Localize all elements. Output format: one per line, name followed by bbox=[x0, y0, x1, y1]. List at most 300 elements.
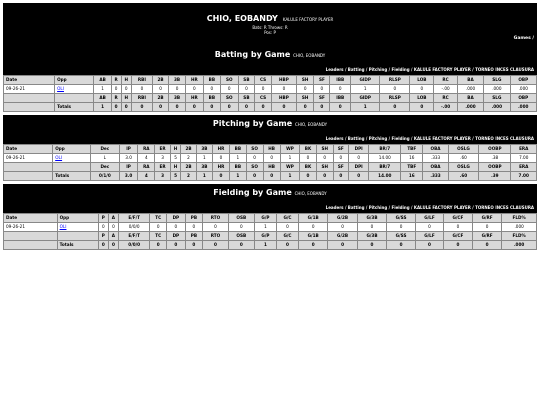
column-header[interactable]: RA bbox=[138, 145, 155, 154]
table-cell: 0 bbox=[316, 154, 333, 163]
table-cell: 0 bbox=[238, 85, 255, 94]
repeat-header-cell: HR bbox=[185, 94, 203, 103]
repeat-header-cell: OOBP bbox=[479, 163, 511, 172]
column-header[interactable]: RC bbox=[434, 76, 458, 85]
totals-cell: 7.00 bbox=[511, 172, 537, 181]
repeat-header-cell bbox=[4, 232, 58, 241]
table-cell: 1 bbox=[280, 154, 299, 163]
pitching-table bbox=[3, 144, 537, 181]
breadcrumb-fielding[interactable]: Fielding bbox=[391, 136, 410, 141]
totals-cell: 0 bbox=[108, 241, 118, 250]
column-header[interactable]: G/1B bbox=[298, 214, 327, 223]
totals-cell: 0 bbox=[472, 241, 501, 250]
column-header[interactable]: Opp bbox=[55, 76, 94, 85]
column-header[interactable]: IP bbox=[119, 145, 138, 154]
column-header[interactable]: E/F/T bbox=[119, 214, 150, 223]
opponent-cell bbox=[57, 223, 98, 232]
table-cell: 0 bbox=[131, 85, 152, 94]
repeat-header-cell: SH bbox=[296, 94, 313, 103]
repeat-header-cell: R bbox=[111, 94, 121, 103]
table-cell: 3.0 bbox=[119, 154, 138, 163]
repeat-header-cell: 3B bbox=[169, 94, 186, 103]
table-cell: 0 bbox=[298, 223, 327, 232]
fielding-title: Fielding by Game bbox=[213, 188, 292, 197]
repeat-header-cell: OBA bbox=[423, 163, 448, 172]
table-cell: L bbox=[91, 154, 120, 163]
batting-section-title bbox=[3, 46, 537, 65]
repeat-header-cell: RTO bbox=[203, 232, 228, 241]
table-cell: 0 bbox=[330, 85, 351, 94]
breadcrumb-team[interactable]: KALULE FACTORY PLAYER bbox=[413, 67, 471, 72]
totals-cell: 0 bbox=[203, 241, 228, 250]
column-header[interactable]: BR/7 bbox=[369, 145, 401, 154]
column-header[interactable]: TBF bbox=[401, 145, 423, 154]
repeat-header-cell: 2B bbox=[152, 94, 169, 103]
totals-cell: 0 bbox=[328, 241, 357, 250]
table-cell: 0 bbox=[185, 85, 203, 94]
column-header[interactable]: RBI bbox=[131, 76, 152, 85]
repeat-header-cell: BB bbox=[203, 94, 220, 103]
repeat-header-cell: RBI bbox=[131, 94, 152, 103]
column-header[interactable]: Dec bbox=[91, 145, 120, 154]
column-header[interactable]: BK bbox=[300, 145, 317, 154]
totals-cell: Totals bbox=[53, 172, 91, 181]
totals-cell: .000 bbox=[510, 103, 536, 112]
pitching-title: Pitching by Game bbox=[212, 119, 293, 128]
totals-cell bbox=[4, 172, 53, 181]
column-header[interactable]: HR bbox=[185, 76, 203, 85]
totals-cell: 0 bbox=[387, 241, 416, 250]
repeat-header-cell: HR bbox=[212, 163, 229, 172]
totals-cell: 0 bbox=[415, 241, 443, 250]
column-header[interactable]: DPI bbox=[349, 145, 369, 154]
totals-cell: 1 bbox=[254, 241, 276, 250]
column-header[interactable]: A bbox=[108, 214, 118, 223]
column-header[interactable]: ER bbox=[155, 145, 171, 154]
column-header[interactable]: OSLG bbox=[448, 145, 479, 154]
column-header[interactable]: 2B bbox=[181, 145, 197, 154]
totals-cell: 1 bbox=[230, 172, 247, 181]
totals-cell: 5 bbox=[171, 172, 181, 181]
table-cell: 0 bbox=[314, 85, 330, 94]
column-header[interactable]: BB bbox=[203, 76, 220, 85]
table-cell: 1 bbox=[230, 154, 247, 163]
repeat-header-cell: G/CF bbox=[443, 232, 472, 241]
column-header[interactable]: TC bbox=[150, 214, 167, 223]
table-cell: 09-26-21 bbox=[4, 154, 53, 163]
table-cell: 1 bbox=[196, 154, 212, 163]
table-cell: 1 bbox=[351, 85, 380, 94]
breadcrumb-league[interactable]: TORNEO INCES CLAUSURA bbox=[475, 136, 534, 141]
totals-cell: 4 bbox=[138, 172, 155, 181]
column-header[interactable]: HB bbox=[263, 145, 280, 154]
repeat-header-cell bbox=[55, 94, 94, 103]
opponent-cell bbox=[53, 154, 91, 163]
repeat-header-cell: PB bbox=[185, 232, 203, 241]
repeat-header-cell: SF bbox=[333, 163, 348, 172]
totals-cell: 1 bbox=[280, 172, 299, 181]
totals-cell: 0 bbox=[316, 172, 333, 181]
repeat-header-cell: BR/7 bbox=[369, 163, 401, 172]
column-header[interactable]: SB bbox=[238, 76, 255, 85]
breadcrumb-league[interactable]: TORNEO INCES CLAUSURA bbox=[475, 205, 534, 210]
repeat-header-row bbox=[4, 232, 537, 241]
pitching-section-title bbox=[3, 115, 537, 134]
table-cell: 0 bbox=[228, 223, 254, 232]
totals-cell: 0 bbox=[263, 172, 280, 181]
totals-cell: 0 bbox=[238, 103, 255, 112]
column-header[interactable]: FLD% bbox=[502, 214, 537, 223]
repeat-header-cell: BK bbox=[300, 163, 317, 172]
table-cell: 0 bbox=[271, 85, 296, 94]
breadcrumb-pitching[interactable]: Pitching bbox=[368, 136, 388, 141]
column-header[interactable]: SLG bbox=[484, 76, 510, 85]
table-cell: 3 bbox=[155, 154, 171, 163]
player-name: CHIO, EOBANDY bbox=[206, 14, 278, 23]
repeat-header-cell: TC bbox=[150, 232, 167, 241]
table-cell: 0 bbox=[121, 85, 131, 94]
table-cell: 0 bbox=[472, 223, 501, 232]
breadcrumb-team[interactable]: KALULE FACTORY PLAYER bbox=[413, 136, 471, 141]
opponent-cell bbox=[55, 85, 94, 94]
column-header[interactable]: OBP bbox=[510, 76, 536, 85]
column-header[interactable]: AB bbox=[94, 76, 111, 85]
repeat-header-cell: SLG bbox=[484, 94, 510, 103]
table-cell: 0 bbox=[349, 154, 369, 163]
table-cell: 0 bbox=[246, 154, 263, 163]
totals-cell: .000 bbox=[484, 103, 510, 112]
opponent-link[interactable]: OLI bbox=[55, 155, 63, 160]
repeat-header-cell: OBP bbox=[510, 94, 536, 103]
table-cell: 0 bbox=[415, 223, 443, 232]
table-cell: .38 bbox=[479, 154, 511, 163]
table-cell: 14.00 bbox=[369, 154, 401, 163]
repeat-header-cell: SO bbox=[220, 94, 238, 103]
column-header[interactable]: H bbox=[121, 76, 131, 85]
column-header[interactable]: G/SS bbox=[387, 214, 416, 223]
fielding-title-player: CHIO, EOBANDY bbox=[294, 191, 327, 196]
header-row bbox=[4, 76, 537, 85]
table-cell: 0 bbox=[220, 85, 238, 94]
repeat-header-cell: DP bbox=[167, 232, 185, 241]
totals-cell: 0 bbox=[121, 103, 131, 112]
repeat-header-cell: RA bbox=[138, 163, 155, 172]
totals-cell: 0 bbox=[276, 241, 298, 250]
breadcrumb-pitching[interactable]: Pitching bbox=[368, 205, 388, 210]
column-header[interactable]: R bbox=[111, 76, 121, 85]
table-row bbox=[4, 223, 537, 232]
table-cell: 0 bbox=[328, 223, 357, 232]
column-header[interactable]: WP bbox=[280, 145, 299, 154]
column-header[interactable]: SO bbox=[246, 145, 263, 154]
column-header[interactable]: IBB bbox=[330, 76, 351, 85]
breadcrumb-league[interactable]: TORNEO INCES CLAUSURA bbox=[475, 67, 534, 72]
table-cell: 0 bbox=[380, 85, 410, 94]
table-cell: 0 bbox=[203, 85, 220, 94]
repeat-header-cell: SB bbox=[238, 94, 255, 103]
table-cell: 0 bbox=[300, 154, 317, 163]
totals-cell: Totals bbox=[57, 241, 98, 250]
breadcrumb-leaders[interactable]: Leaders bbox=[325, 205, 344, 210]
totals-cell: 1 bbox=[94, 103, 111, 112]
table-cell: 1 bbox=[94, 85, 111, 94]
column-header[interactable]: SO bbox=[220, 76, 238, 85]
repeat-header-cell: HB bbox=[263, 163, 280, 172]
column-header[interactable]: 2B bbox=[152, 76, 169, 85]
totals-cell: 1 bbox=[196, 172, 212, 181]
repeat-header-cell: OSLG bbox=[448, 163, 479, 172]
repeat-header-cell: ER bbox=[155, 163, 171, 172]
player-header bbox=[3, 3, 537, 46]
column-header[interactable]: P bbox=[98, 214, 108, 223]
repeat-header-cell: IBB bbox=[330, 94, 351, 103]
column-header[interactable]: OOBP bbox=[479, 145, 511, 154]
table-cell: 0 bbox=[169, 85, 186, 94]
column-header[interactable]: LOB bbox=[410, 76, 434, 85]
table-cell: 0 bbox=[212, 154, 229, 163]
table-cell: 0 bbox=[150, 223, 167, 232]
totals-cell: 3.0 bbox=[119, 172, 138, 181]
totals-cell: 0 bbox=[98, 241, 108, 250]
repeat-header-cell: SO bbox=[246, 163, 263, 172]
section-gap bbox=[3, 250, 537, 253]
table-cell: 0 bbox=[98, 223, 108, 232]
fielding-table bbox=[3, 213, 537, 250]
table-cell: 0/0/0 bbox=[119, 223, 150, 232]
column-header[interactable]: BA bbox=[457, 76, 483, 85]
player-team: KALULE FACTORY PLAYER bbox=[282, 17, 334, 22]
repeat-header-cell: 3B bbox=[196, 163, 212, 172]
repeat-header-cell: RLSP bbox=[380, 94, 410, 103]
table-cell: -.00 bbox=[434, 85, 458, 94]
batting-breadcrumb: Leaders / Batting / Pitching / Fielding / KALULE FACTORY PLAYER / TORNEO INCES CLAUSURA bbox=[3, 65, 537, 75]
column-header[interactable]: 3B bbox=[169, 76, 186, 85]
table-cell: .000 bbox=[510, 85, 536, 94]
totals-cell: 0 bbox=[203, 103, 220, 112]
repeat-header-row bbox=[4, 163, 537, 172]
totals-cell: 0 bbox=[349, 172, 369, 181]
totals-cell: 0 bbox=[300, 172, 317, 181]
repeat-header-cell: G/3B bbox=[357, 232, 386, 241]
table-cell: 0 bbox=[387, 223, 416, 232]
column-header[interactable]: RLSP bbox=[380, 76, 410, 85]
table-cell: 0 bbox=[263, 154, 280, 163]
repeat-header-cell bbox=[4, 163, 53, 172]
totals-cell: 0 bbox=[111, 103, 121, 112]
totals-row bbox=[4, 103, 537, 112]
breadcrumb-batting[interactable]: Batting bbox=[347, 136, 365, 141]
totals-cell: 0 bbox=[185, 103, 203, 112]
fielding-breadcrumb: Leaders / Batting / Pitching / Fielding / KALULE FACTORY PLAYER / TORNEO INCES CLAUSURA bbox=[3, 203, 537, 213]
totals-cell: .333 bbox=[423, 172, 448, 181]
column-header[interactable]: G/LF bbox=[415, 214, 443, 223]
table-cell: 0 bbox=[152, 85, 169, 94]
totals-cell: 0 bbox=[220, 103, 238, 112]
repeat-header-cell: H bbox=[171, 163, 181, 172]
pitching-title-player: CHIO, EOBANDY bbox=[294, 122, 328, 127]
totals-cell: 16 bbox=[401, 172, 423, 181]
totals-cell: 0 bbox=[150, 241, 167, 250]
breadcrumb-fielding[interactable]: Fielding bbox=[391, 205, 410, 210]
table-cell: 0 bbox=[255, 85, 272, 94]
repeat-header-cell: WP bbox=[280, 163, 299, 172]
column-header[interactable]: BB bbox=[230, 145, 247, 154]
totals-cell: 0 bbox=[271, 103, 296, 112]
totals-cell: 0 bbox=[380, 103, 410, 112]
opponent-link[interactable]: OLI bbox=[57, 86, 64, 91]
totals-row bbox=[4, 172, 537, 181]
totals-cell: Totals bbox=[55, 103, 94, 112]
table-cell: 1 bbox=[254, 223, 276, 232]
column-header[interactable]: G/3B bbox=[357, 214, 386, 223]
repeat-header-cell bbox=[57, 232, 98, 241]
table-cell: .000 bbox=[457, 85, 483, 94]
column-header[interactable]: SF bbox=[333, 145, 348, 154]
repeat-header-cell: FLD% bbox=[502, 232, 537, 241]
totals-cell: 0 bbox=[185, 241, 203, 250]
totals-cell: 2 bbox=[181, 172, 197, 181]
totals-cell: 0 bbox=[246, 172, 263, 181]
column-header[interactable]: Opp bbox=[57, 214, 98, 223]
totals-cell: -.00 bbox=[434, 103, 458, 112]
table-cell: 0 bbox=[296, 85, 313, 94]
totals-cell: 0 bbox=[333, 172, 348, 181]
totals-cell: .39 bbox=[479, 172, 511, 181]
table-cell: 7.00 bbox=[511, 154, 537, 163]
column-header[interactable]: Opp bbox=[53, 145, 91, 154]
column-header[interactable]: Date bbox=[4, 145, 53, 154]
batting-title: Batting by Game bbox=[214, 50, 291, 59]
table-cell: 5 bbox=[171, 154, 181, 163]
repeat-header-cell: IP bbox=[119, 163, 138, 172]
repeat-header-cell: G/SS bbox=[387, 232, 416, 241]
table-cell: 4 bbox=[138, 154, 155, 163]
table-cell: 0 bbox=[276, 223, 298, 232]
totals-cell bbox=[4, 103, 55, 112]
repeat-header-cell: G/2B bbox=[328, 232, 357, 241]
column-header[interactable]: Date bbox=[4, 76, 55, 85]
repeat-header-cell: E/F/T bbox=[119, 232, 150, 241]
totals-cell: 0 bbox=[167, 241, 185, 250]
totals-cell: 0 bbox=[228, 241, 254, 250]
column-header[interactable]: DP bbox=[167, 214, 185, 223]
table-row bbox=[4, 154, 537, 163]
repeat-header-cell: Dec bbox=[91, 163, 120, 172]
totals-cell: 0 bbox=[443, 241, 472, 250]
breadcrumb-pitching[interactable]: Pitching bbox=[368, 67, 388, 72]
column-header[interactable]: G/P bbox=[254, 214, 276, 223]
breadcrumb-batting[interactable]: Batting bbox=[347, 67, 365, 72]
totals-cell: 0 bbox=[410, 103, 434, 112]
opponent-link[interactable]: OLI bbox=[59, 224, 67, 229]
totals-cell: 0 bbox=[357, 241, 386, 250]
column-header[interactable]: HBP bbox=[271, 76, 296, 85]
column-header[interactable]: PB bbox=[185, 214, 203, 223]
repeat-header-cell: OSB bbox=[228, 232, 254, 241]
position: Pos: P bbox=[264, 30, 276, 35]
table-cell: 0 bbox=[203, 223, 228, 232]
table-cell: 0 bbox=[167, 223, 185, 232]
repeat-header-cell bbox=[53, 163, 91, 172]
table-cell: 09-26-21 bbox=[4, 223, 58, 232]
table-cell: 0 bbox=[185, 223, 203, 232]
column-header[interactable]: Date bbox=[4, 214, 58, 223]
table-cell: 09-26-21 bbox=[4, 85, 55, 94]
repeat-header-cell: P bbox=[98, 232, 108, 241]
totals-cell: 0/0/0 bbox=[119, 241, 150, 250]
table-cell: 0 bbox=[108, 223, 118, 232]
column-header[interactable]: RTO bbox=[203, 214, 228, 223]
totals-cell bbox=[4, 241, 58, 250]
repeat-header-cell: BB bbox=[230, 163, 247, 172]
repeat-header-cell bbox=[4, 94, 55, 103]
repeat-header-cell: G/RF bbox=[472, 232, 501, 241]
breadcrumb-fielding[interactable]: Fielding bbox=[391, 67, 410, 72]
games-link[interactable]: Games / bbox=[513, 36, 534, 41]
repeat-header-cell: G/P bbox=[254, 232, 276, 241]
repeat-header-cell: RC bbox=[434, 94, 458, 103]
breadcrumb-leaders[interactable]: Leaders bbox=[325, 67, 344, 72]
column-header[interactable]: G/2B bbox=[328, 214, 357, 223]
totals-cell: 0 bbox=[314, 103, 330, 112]
totals-cell: 0 bbox=[152, 103, 169, 112]
column-header[interactable]: CS bbox=[255, 76, 272, 85]
table-cell: .333 bbox=[423, 154, 448, 163]
breadcrumb-batting[interactable]: Batting bbox=[347, 205, 365, 210]
column-header[interactable]: GIDP bbox=[351, 76, 380, 85]
batting-table bbox=[3, 75, 537, 112]
repeat-header-cell: GIDP bbox=[351, 94, 380, 103]
totals-cell: 0 bbox=[296, 103, 313, 112]
breadcrumb-leaders[interactable]: Leaders bbox=[325, 136, 344, 141]
table-cell: 0 bbox=[443, 223, 472, 232]
column-header[interactable]: HR bbox=[212, 145, 229, 154]
page bbox=[3, 3, 537, 253]
table-cell: .000 bbox=[484, 85, 510, 94]
column-header[interactable]: OBA bbox=[423, 145, 448, 154]
header-row bbox=[4, 214, 537, 223]
repeat-header-cell: SF bbox=[314, 94, 330, 103]
repeat-header-cell: SH bbox=[316, 163, 333, 172]
table-row bbox=[4, 85, 537, 94]
column-header[interactable]: G/RF bbox=[472, 214, 501, 223]
repeat-header-cell: G/C bbox=[276, 232, 298, 241]
column-header[interactable]: G/C bbox=[276, 214, 298, 223]
table-cell: 2 bbox=[181, 154, 197, 163]
breadcrumb-team[interactable]: KALULE FACTORY PLAYER bbox=[413, 205, 471, 210]
column-header[interactable]: ERA bbox=[511, 145, 537, 154]
totals-cell: 0 bbox=[169, 103, 186, 112]
column-header[interactable]: SH bbox=[316, 145, 333, 154]
table-cell: 0 bbox=[410, 85, 434, 94]
pitching-breadcrumb: Leaders / Batting / Pitching / Fielding / KALULE FACTORY PLAYER / TORNEO INCES CLAUSURA bbox=[3, 134, 537, 144]
totals-cell: 14.00 bbox=[369, 172, 401, 181]
column-header[interactable]: OSB bbox=[228, 214, 254, 223]
totals-cell: .60 bbox=[448, 172, 479, 181]
column-header[interactable]: SH bbox=[296, 76, 313, 85]
column-header[interactable]: SF bbox=[314, 76, 330, 85]
batting-title-player: CHIO, EOBANDY bbox=[293, 53, 326, 58]
repeat-header-cell: A bbox=[108, 232, 118, 241]
table-cell: 0 bbox=[333, 154, 348, 163]
column-header[interactable]: G/CF bbox=[443, 214, 472, 223]
repeat-header-row bbox=[4, 94, 537, 103]
fielding-section-title bbox=[3, 184, 537, 203]
column-header[interactable]: H bbox=[171, 145, 181, 154]
column-header[interactable]: 3B bbox=[196, 145, 212, 154]
totals-cell: 0/1/0 bbox=[91, 172, 120, 181]
repeat-header-cell: ERA bbox=[511, 163, 537, 172]
